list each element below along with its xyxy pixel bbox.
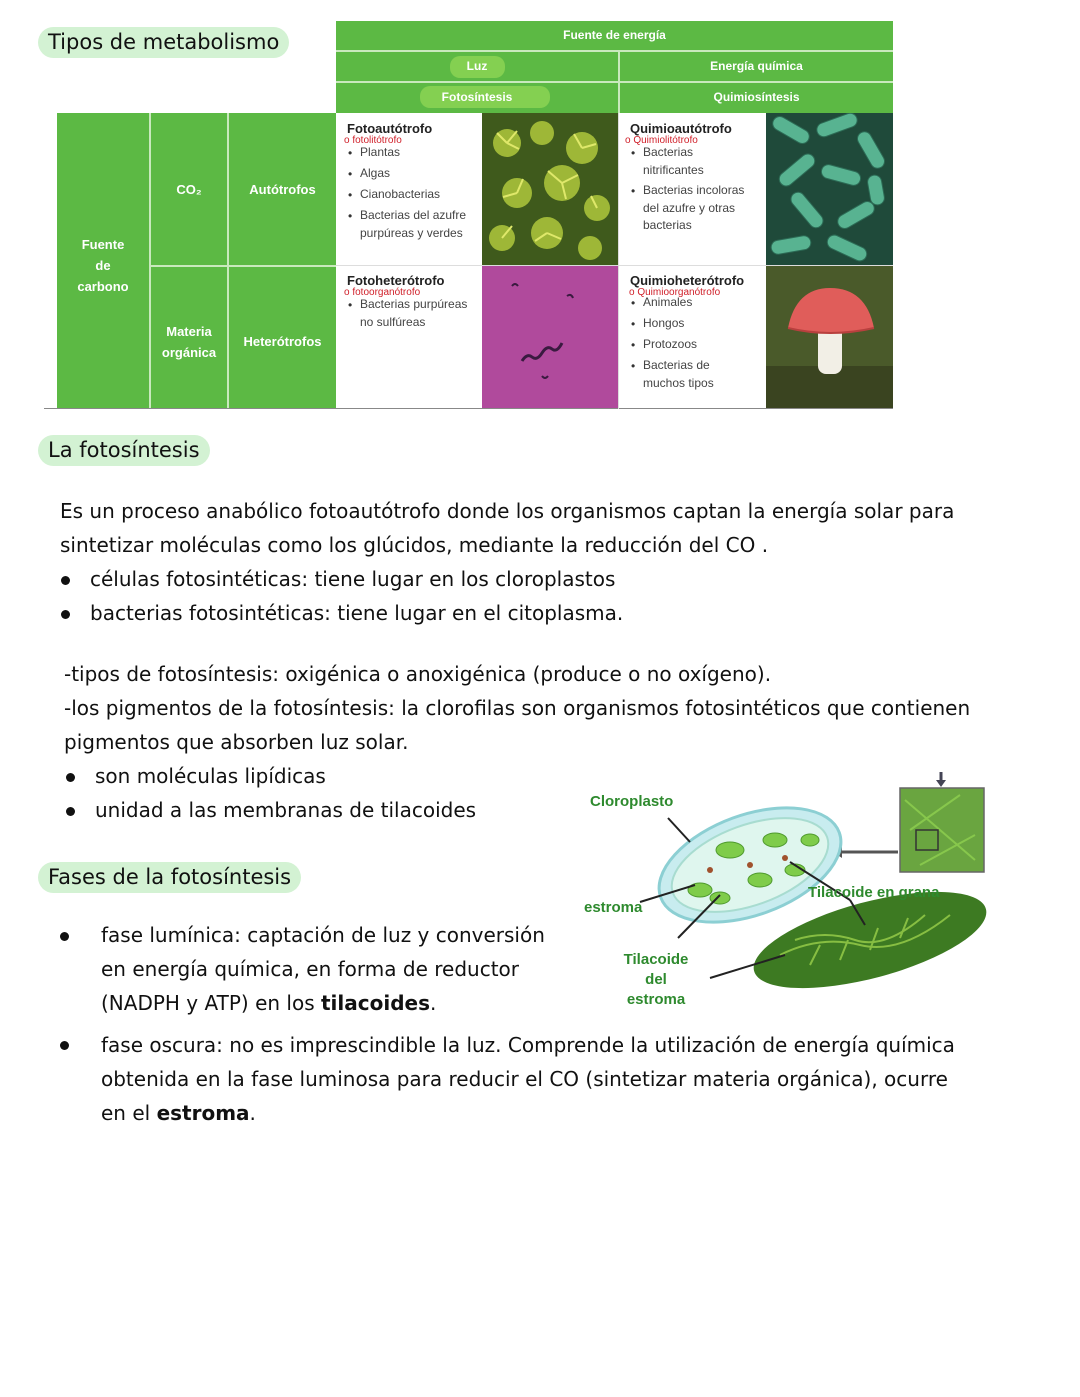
purple-bacteria-photo bbox=[482, 266, 618, 408]
moss-photo bbox=[482, 113, 618, 265]
label-tilacoide-estroma: Tilacoide del estroma bbox=[623, 951, 689, 1008]
label-autotrofos: Autótrofos bbox=[249, 182, 316, 197]
label-materia-organica: Materia orgánica bbox=[161, 324, 217, 360]
cell-fotoautotrofo: Fotoautótrofo o fotolitótrofo • Plantas • Algas • Cianobacterias • Bacterias del azufre purpúreas y verdes bbox=[336, 113, 482, 265]
header-luz: Luz bbox=[466, 59, 488, 73]
label-estroma: estroma bbox=[584, 899, 643, 916]
bullet-celulas: células fotosintéticas: tiene lugar en los cloroplastos bbox=[90, 567, 616, 591]
label-co2: CO₂ bbox=[176, 182, 202, 197]
mushroom-photo bbox=[766, 266, 893, 408]
bullet-bacterias: bacterias fotosintéticas: tiene lugar en el citoplasma. bbox=[90, 601, 624, 625]
bullet-tilacoides: unidad a las membranas de tilacoides bbox=[95, 798, 477, 822]
fase-oscura: fase oscura: no es imprescindible la luz. Comprende la utilización de energía química bbox=[101, 1033, 955, 1057]
heading-tipos-metabolismo: Tipos de metabolismo bbox=[38, 27, 289, 58]
cell-quimioheterotrofo: Quimioheterótrofo o Quimioorganótrofo • Animales • Hongos • Protozoos • Bacterias de muchos tipos bbox=[619, 266, 766, 408]
label-tilacoide-grana: Tilacoide en grana bbox=[808, 884, 940, 901]
label-cloroplasto: Cloroplasto bbox=[590, 793, 674, 810]
heading-fotosintesis: La fotosíntesis bbox=[38, 435, 210, 466]
fase-luminica: fase lumínica: captación de luz y conversión bbox=[101, 923, 545, 947]
cell-quimioautotrofo: Quimioautótrofo o Quimiolitótrofo • Bacterias nitrificantes • Bacterias incoloras del azufre y otras bacterias bbox=[619, 113, 766, 265]
header-energia-quimica: Energía química bbox=[710, 59, 803, 73]
cell-fotoheterotrofo: Fotoheterótrofo o fotoorganótrofo • Bacterias purpúreas no sulfúreas bbox=[336, 266, 482, 408]
header-fuente-energia: Fuente de energía bbox=[563, 28, 666, 42]
header-quimiosintesis: Quimiosíntesis bbox=[713, 90, 800, 104]
label-heterotrofos: Heterótrofos bbox=[243, 334, 322, 349]
header-fotosintesis: Fotosíntesis bbox=[441, 90, 513, 104]
label-fuente-carbono: Fuente de carbono bbox=[77, 237, 129, 294]
bacteria-photo bbox=[766, 113, 893, 265]
heading-fases: Fases de la fotosíntesis bbox=[38, 862, 301, 893]
bullet-lipidicas: son moléculas lipídicas bbox=[95, 764, 326, 788]
